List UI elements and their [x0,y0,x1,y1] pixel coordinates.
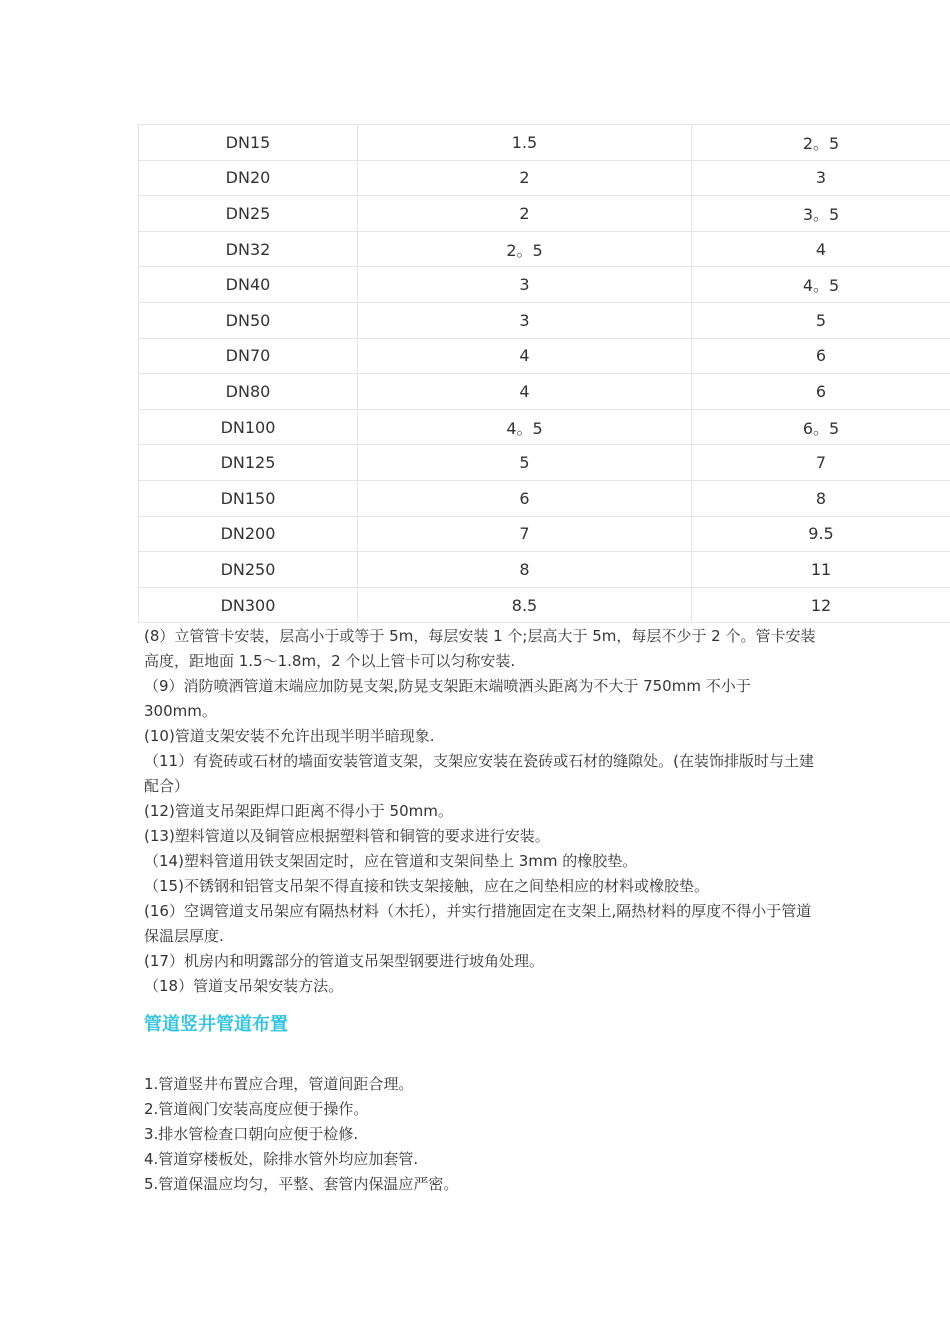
note-12: (12)管道支吊架距焊口距离不得小于 50mm。 [144,802,453,820]
table-cell: 7 [358,516,692,552]
table-cell: 8 [358,552,692,588]
table-cell: DN300 [139,587,358,623]
table-cell: DN250 [139,552,358,588]
table-cell: 4。5 [358,409,692,445]
table-cell: 2。5 [692,125,950,161]
table-cell: 6 [692,338,950,374]
list-item: 5.管道保温应均匀，平整、套管内保温应严密。 [144,1175,459,1193]
note-15: （15)不锈钢和铝管支吊架不得直接和铁支架接触，应在之间垫相应的材料或橡胶垫。 [144,877,709,895]
table-cell: 2 [358,160,692,196]
note-18: （18）管道支吊架安装方法。 [144,977,344,995]
table-row [139,160,950,196]
section-heading: 管道竖井管道布置 [144,1014,288,1035]
table-row [139,374,950,410]
table-cell: DN25 [139,196,358,232]
note-13: (13)塑料管道以及铜管应根据塑料管和铜管的要求进行安装。 [144,827,550,845]
table-cell: 11 [692,552,950,588]
table-cell: 3 [358,302,692,338]
table-cell: 3 [692,160,950,196]
table-row [139,516,950,552]
table-cell: DN50 [139,302,358,338]
table-cell: DN15 [139,125,358,161]
table-row [139,552,950,588]
note-9: （9）消防喷洒管道末端应加防晃支架,防晃支架距末端喷洒头距离为不大于 750mm 不小于 300mm。 [144,677,751,720]
note-17: (17）机房内和明露部分的管道支吊架型钢要进行坡角处理。 [144,952,544,970]
installation-notes [144,624,816,999]
list-item: 2.管道阀门安装高度应便于操作。 [144,1100,369,1118]
table-cell: 8.5 [358,587,692,623]
table-row [139,196,950,232]
table-row [139,267,950,303]
table-cell: 8 [692,480,950,516]
table-cell: 6 [692,374,950,410]
table-cell: 9.5 [692,516,950,552]
list-item: 1.管道竖井布置应合理，管道间距合理。 [144,1075,414,1093]
table-row [139,338,950,374]
note-14: （14)塑料管道用铁支架固定时，应在管道和支架间垫上 3mm 的橡胶垫。 [144,852,638,870]
table-row [139,125,950,161]
section-list [144,1072,816,1197]
table-cell: 6 [358,480,692,516]
table-cell: 3。5 [692,196,950,232]
table-cell: DN125 [139,445,358,481]
pipe-spec-table [138,124,950,623]
table-body [139,125,950,623]
table-cell: DN32 [139,231,358,267]
table-cell: 1.5 [358,125,692,161]
table-row [139,231,950,267]
table-row [139,302,950,338]
table-cell: 12 [692,587,950,623]
table-cell: DN80 [139,374,358,410]
table-cell: 4 [358,374,692,410]
table-cell: 5 [692,302,950,338]
table-cell: DN20 [139,160,358,196]
note-16: (16）空调管道支吊架应有隔热材料（木托），并实行措施固定在支架上,隔热材料的厚度不得小于管道保温层厚度. [144,902,812,945]
list-item: 4.管道穿楼板处，除排水管外均应加套管. [144,1150,419,1168]
table-row [139,587,950,623]
table-cell: 4 [692,231,950,267]
table-cell: DN100 [139,409,358,445]
table-cell: DN200 [139,516,358,552]
table-cell: 2 [358,196,692,232]
note-11: （11）有瓷砖或石材的墙面安装管道支架，支架应安装在瓷砖或石材的缝隙处。(在装饰排版时与土建配合） [144,752,814,795]
table-cell: DN150 [139,480,358,516]
table-cell: 2。5 [358,231,692,267]
table-row [139,445,950,481]
note-8: (8）立管管卡安装，层高小于或等于 5m，每层安装 1 个;层高大于 5m，每层不少于 2 个。管卡安装高度，距地面 1.5～1.8m，2 个以上管卡可以匀称安装. [144,627,816,670]
table-cell: 4 [358,338,692,374]
table-row [139,480,950,516]
table-row [139,409,950,445]
table-cell: 3 [358,267,692,303]
table-cell: DN70 [139,338,358,374]
table-cell: DN40 [139,267,358,303]
table-cell: 4。5 [692,267,950,303]
note-10: (10)管道支架安装不允许出现半明半暗现象. [144,727,435,745]
table-cell: 5 [358,445,692,481]
table-cell: 7 [692,445,950,481]
table-cell: 6。5 [692,409,950,445]
list-item: 3.排水管检查口朝向应便于检修. [144,1125,359,1143]
